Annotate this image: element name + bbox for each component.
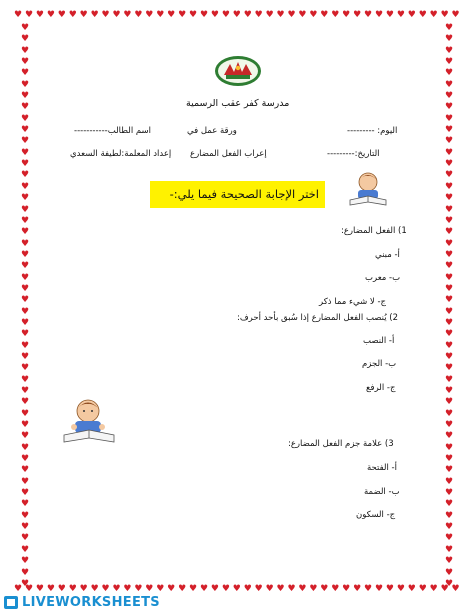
heart-icon: ♥ (90, 584, 99, 594)
heart-icon: ♥ (20, 329, 30, 340)
heart-icon: ♥ (444, 499, 454, 510)
heart-icon: ♥ (444, 420, 454, 431)
heart-icon: ♥ (444, 147, 454, 158)
heart-icon: ♥ (221, 584, 230, 594)
question-1-option-c: ج- لا شيء مما ذكر (319, 297, 386, 307)
heart-icon: ♥ (444, 113, 454, 124)
heart-icon: ♥ (20, 488, 30, 499)
heart-icon: ♥ (444, 567, 454, 578)
heart-icon: ♥ (210, 10, 219, 20)
heart-icon: ♥ (14, 10, 23, 20)
heart-icon: ♥ (444, 363, 454, 374)
heart-icon: ♥ (444, 79, 454, 90)
question-3-text: 3) علامة جزم الفعل المضارع: (288, 439, 394, 449)
heart-icon: ♥ (20, 295, 30, 306)
heart-icon: ♥ (320, 10, 329, 20)
heart-icon: ♥ (254, 10, 263, 20)
heart-icon: ♥ (444, 556, 454, 567)
heart-icon: ♥ (385, 10, 394, 20)
left-heart-border (20, 24, 30, 589)
heart-icon: ♥ (444, 181, 454, 192)
heart-icon: ♥ (20, 57, 30, 68)
heart-icon: ♥ (101, 10, 110, 20)
heart-icon: ♥ (320, 584, 329, 594)
heart-icon: ♥ (112, 584, 121, 594)
heart-icon: ♥ (444, 306, 454, 317)
heart-icon: ♥ (444, 283, 454, 294)
heart-icon: ♥ (444, 23, 454, 33)
heart-icon: ♥ (444, 578, 454, 589)
heart-icon: ♥ (298, 10, 307, 20)
heart-icon: ♥ (444, 510, 454, 521)
heart-icon: ♥ (396, 584, 405, 594)
question-1-text: 1) الفعل المضارع: (341, 226, 407, 236)
heart-icon: ♥ (444, 544, 454, 555)
heart-icon: ♥ (20, 79, 30, 90)
heart-icon: ♥ (20, 317, 30, 328)
heart-icon: ♥ (79, 10, 88, 20)
heart-icon: ♥ (407, 10, 416, 20)
school-name: مدرسة كفر عقب الرسمية (186, 98, 290, 109)
heart-icon: ♥ (444, 351, 454, 362)
question-2-option-b: ب- الجزم (362, 359, 397, 369)
heart-icon: ♥ (20, 476, 30, 487)
heart-icon: ♥ (444, 204, 454, 215)
school-logo (214, 55, 262, 87)
heart-icon: ♥ (20, 522, 30, 533)
heart-icon: ♥ (20, 442, 30, 453)
heart-icon: ♥ (444, 442, 454, 453)
heart-icon: ♥ (20, 159, 30, 170)
heart-icon: ♥ (20, 170, 30, 181)
heart-icon: ♥ (20, 533, 30, 544)
heart-icon: ♥ (24, 10, 34, 20)
heart-icon: ♥ (20, 544, 30, 555)
heart-icon: ♥ (20, 578, 30, 589)
heart-icon: ♥ (429, 584, 438, 594)
heart-icon: ♥ (210, 584, 219, 594)
heart-icon: ♥ (232, 584, 241, 594)
heart-icon: ♥ (199, 584, 209, 594)
heart-icon: ♥ (429, 10, 438, 20)
question-2-text: 2) يُنصب الفعل المضارع إذا سُبق بأحد أحرف: (237, 313, 399, 323)
heart-icon: ♥ (444, 193, 454, 204)
heart-icon: ♥ (20, 420, 30, 431)
question-1-option-a: أ- مبني (375, 250, 400, 260)
footer-bar (0, 594, 474, 611)
heart-icon: ♥ (20, 34, 30, 45)
brand-text: LIVEWORKSHEETS (22, 595, 160, 610)
heart-icon: ♥ (57, 584, 66, 594)
heart-icon: ♥ (444, 249, 454, 260)
heart-icon: ♥ (243, 584, 252, 594)
heart-icon: ♥ (20, 556, 30, 567)
right-heart-border (444, 24, 454, 589)
heart-icon: ♥ (79, 584, 88, 594)
heart-icon: ♥ (20, 397, 30, 408)
question-3-option-a: أ- الفتحة (367, 463, 397, 473)
teacher-label: إعداد المعلمة:لطيفة السعدي (70, 149, 172, 159)
heart-icon: ♥ (444, 272, 454, 283)
instruction-highlight (150, 181, 325, 208)
heart-icon: ♥ (20, 272, 30, 283)
heart-icon: ♥ (444, 454, 454, 465)
top-heart-border (14, 11, 460, 20)
heart-icon: ♥ (444, 136, 454, 147)
heart-icon: ♥ (418, 10, 427, 20)
heart-icon: ♥ (444, 34, 454, 45)
heart-icon: ♥ (35, 584, 44, 594)
heart-icon: ♥ (14, 584, 23, 594)
heart-icon: ♥ (444, 408, 454, 419)
heart-icon: ♥ (20, 408, 30, 419)
heart-icon: ♥ (396, 10, 405, 20)
heart-icon: ♥ (444, 261, 454, 272)
heart-icon: ♥ (101, 584, 110, 594)
heart-icon: ♥ (20, 113, 30, 124)
heart-icon: ♥ (232, 10, 241, 20)
heart-icon: ♥ (123, 584, 132, 594)
heart-icon: ♥ (374, 10, 384, 20)
heart-icon: ♥ (189, 584, 198, 594)
heart-icon: ♥ (444, 57, 454, 68)
heart-icon: ♥ (167, 584, 176, 594)
heart-icon: ♥ (444, 170, 454, 181)
heart-icon: ♥ (20, 45, 30, 56)
heart-icon: ♥ (440, 10, 449, 20)
heart-icon: ♥ (20, 181, 30, 192)
heart-icon: ♥ (20, 215, 30, 226)
student-name-field: اسم الطالب----------- (74, 126, 152, 136)
worksheet-label: ورقة عمل في (187, 126, 237, 136)
heart-icon: ♥ (353, 584, 362, 594)
heart-icon: ♥ (20, 227, 30, 238)
heart-icon: ♥ (90, 10, 99, 20)
heart-icon: ♥ (444, 476, 454, 487)
heart-icon: ♥ (444, 522, 454, 533)
heart-icon: ♥ (444, 465, 454, 476)
heart-icon: ♥ (20, 454, 30, 465)
heart-icon: ♥ (20, 102, 30, 113)
heart-icon: ♥ (35, 10, 44, 20)
heart-icon: ♥ (57, 10, 66, 20)
question-2-option-c: ج- الرفع (366, 383, 396, 393)
heart-icon: ♥ (20, 283, 30, 294)
heart-icon: ♥ (134, 10, 143, 20)
heart-icon: ♥ (20, 147, 30, 158)
heart-icon: ♥ (342, 10, 351, 20)
heart-icon: ♥ (20, 510, 30, 521)
heart-icon: ♥ (374, 584, 384, 594)
heart-icon: ♥ (20, 363, 30, 374)
heart-icon: ♥ (444, 386, 454, 396)
heart-icon: ♥ (331, 584, 340, 594)
heart-icon: ♥ (178, 10, 187, 20)
heart-icon: ♥ (145, 10, 154, 20)
heart-icon: ♥ (440, 584, 449, 594)
heart-icon: ♥ (221, 10, 230, 20)
brand-logo[interactable] (4, 594, 160, 611)
heart-icon: ♥ (20, 23, 30, 33)
heart-icon: ♥ (276, 584, 285, 594)
heart-icon: ♥ (364, 10, 373, 20)
heart-icon: ♥ (20, 306, 30, 317)
heart-icon: ♥ (20, 431, 30, 442)
heart-icon: ♥ (46, 10, 55, 20)
heart-icon: ♥ (444, 227, 454, 238)
heart-icon: ♥ (20, 374, 30, 385)
heart-icon: ♥ (24, 584, 34, 594)
heart-icon: ♥ (20, 386, 30, 396)
heart-icon: ♥ (444, 102, 454, 113)
heart-icon: ♥ (68, 10, 77, 20)
heart-icon: ♥ (20, 238, 30, 249)
heart-icon: ♥ (20, 499, 30, 510)
question-2-option-a: أ- النصب (363, 336, 395, 346)
heart-icon: ♥ (353, 10, 362, 20)
heart-icon: ♥ (444, 68, 454, 79)
heart-icon: ♥ (385, 584, 394, 594)
question-3-option-b: ب- الضمة (364, 487, 400, 497)
heart-icon: ♥ (20, 136, 30, 147)
heart-icon: ♥ (243, 10, 252, 20)
heart-icon: ♥ (444, 159, 454, 170)
heart-icon: ♥ (20, 68, 30, 79)
heart-icon: ♥ (309, 584, 318, 594)
heart-icon: ♥ (444, 125, 454, 136)
brand-square-icon (4, 596, 18, 609)
heart-icon: ♥ (444, 238, 454, 249)
heart-icon: ♥ (444, 329, 454, 340)
heart-icon: ♥ (167, 10, 176, 20)
heart-icon: ♥ (20, 193, 30, 204)
studying-child-illustration (346, 170, 390, 208)
heart-icon: ♥ (20, 204, 30, 215)
heart-icon: ♥ (20, 340, 30, 351)
heart-icon: ♥ (68, 584, 77, 594)
heart-icon: ♥ (444, 340, 454, 351)
heart-icon: ♥ (112, 10, 121, 20)
heart-icon: ♥ (189, 10, 198, 20)
heart-icon: ♥ (418, 584, 427, 594)
heart-icon: ♥ (444, 317, 454, 328)
heart-icon: ♥ (287, 584, 296, 594)
question-1-option-b: ب- معرب (365, 273, 401, 283)
heart-icon: ♥ (156, 584, 165, 594)
heart-icon: ♥ (134, 584, 143, 594)
date-field: التاريخ:--------- (327, 149, 380, 159)
heart-icon: ♥ (444, 488, 454, 499)
heart-icon: ♥ (451, 10, 460, 20)
topic-label: إعراب الفعل المضارع (190, 149, 267, 159)
heart-icon: ♥ (20, 465, 30, 476)
question-3-option-c: ج- السكون (356, 510, 396, 520)
heart-icon: ♥ (254, 584, 263, 594)
heart-icon: ♥ (265, 584, 274, 594)
heart-icon: ♥ (20, 91, 30, 102)
instruction-text: اختر الإجابة الصحيحة فيما يلي:- (169, 187, 319, 201)
heart-icon: ♥ (20, 249, 30, 260)
bottom-heart-border (14, 585, 460, 594)
heart-icon: ♥ (444, 295, 454, 306)
heart-icon: ♥ (364, 584, 373, 594)
heart-icon: ♥ (20, 125, 30, 136)
studying-child-illustration-2 (60, 397, 118, 445)
heart-icon: ♥ (20, 351, 30, 362)
heart-icon: ♥ (444, 397, 454, 408)
heart-icon: ♥ (287, 10, 296, 20)
heart-icon: ♥ (444, 45, 454, 56)
heart-icon: ♥ (178, 584, 187, 594)
heart-icon: ♥ (123, 10, 132, 20)
heart-icon: ♥ (444, 374, 454, 385)
heart-icon: ♥ (199, 10, 209, 20)
heart-icon: ♥ (156, 10, 165, 20)
heart-icon: ♥ (451, 584, 460, 594)
heart-icon: ♥ (46, 584, 55, 594)
heart-icon: ♥ (331, 10, 340, 20)
heart-icon: ♥ (20, 567, 30, 578)
heart-icon: ♥ (309, 10, 318, 20)
heart-icon: ♥ (298, 584, 307, 594)
heart-icon: ♥ (444, 91, 454, 102)
heart-icon: ♥ (145, 584, 154, 594)
heart-icon: ♥ (20, 261, 30, 272)
heart-icon: ♥ (444, 533, 454, 544)
day-field: اليوم: --------- (347, 126, 398, 136)
heart-icon: ♥ (276, 10, 285, 20)
heart-icon: ♥ (265, 10, 274, 20)
heart-icon: ♥ (407, 584, 416, 594)
heart-icon: ♥ (444, 431, 454, 442)
heart-icon: ♥ (444, 215, 454, 226)
heart-icon: ♥ (342, 584, 351, 594)
